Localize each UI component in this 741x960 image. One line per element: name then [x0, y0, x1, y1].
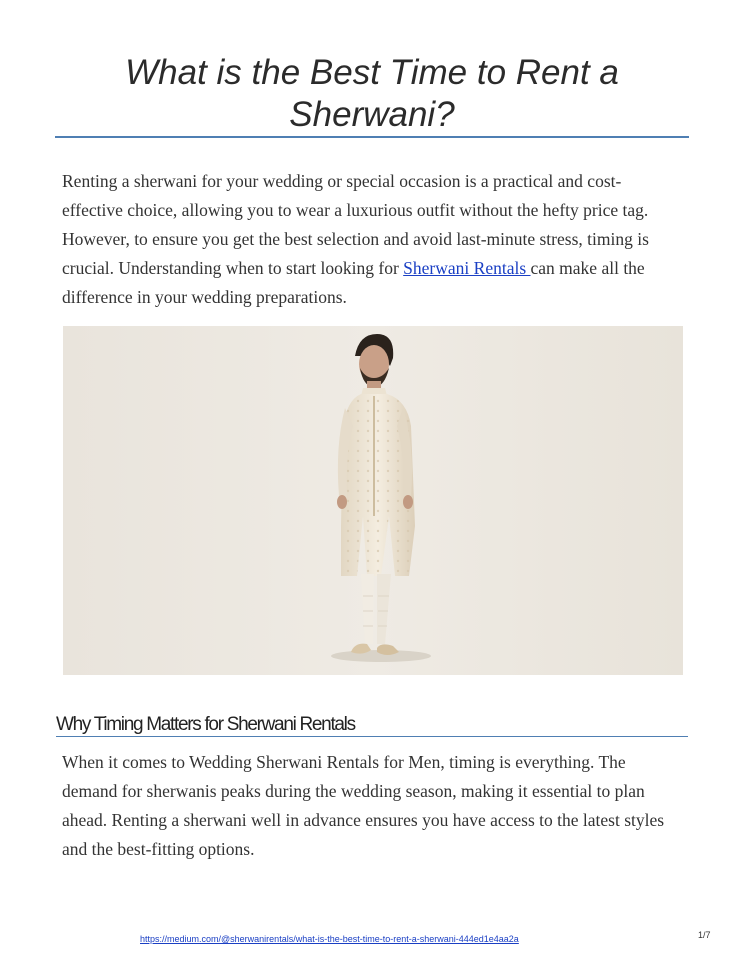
intro-text-after: can make all the difference in your wedding preparations.	[62, 258, 645, 307]
sherwani-rentals-link[interactable]: Sherwani Rentals	[403, 258, 531, 278]
page-title: What is the Best Time to Rent a Sherwani?	[125, 53, 619, 134]
sherwani-model-photo	[63, 326, 683, 675]
footer-source-link[interactable]: https://medium.com/@sherwanirentals/what-is-the-best-time-to-rent-a-sherwani-444ed1e4aa2a	[140, 934, 519, 944]
section-heading: Why Timing Matters for Sherwani Rentals	[56, 714, 355, 735]
section-paragraph: When it comes to Wedding Sherwani Rentals for Men, timing is everything. The demand for sherwanis peaks during the wedding season, making it essential to plan ahead. Renting a sherwani well in advance ensures you have access to the latest styles and the best-fitting options.	[62, 752, 665, 859]
model-illustration	[63, 326, 683, 675]
intro-text-before: Renting a sherwani for your wedding or special occasion is a practical and cost-effective choice, allowing you to wear a luxurious outfit without the hefty price tag. However, to ensure you get the best selection and avoid last-minute stress, timing is crucial. Understanding when to start looking for	[62, 171, 649, 278]
page-number: 1/7	[698, 930, 711, 940]
title-divider	[55, 136, 689, 138]
section-heading-divider	[56, 736, 688, 737]
intro-paragraph	[62, 167, 682, 312]
